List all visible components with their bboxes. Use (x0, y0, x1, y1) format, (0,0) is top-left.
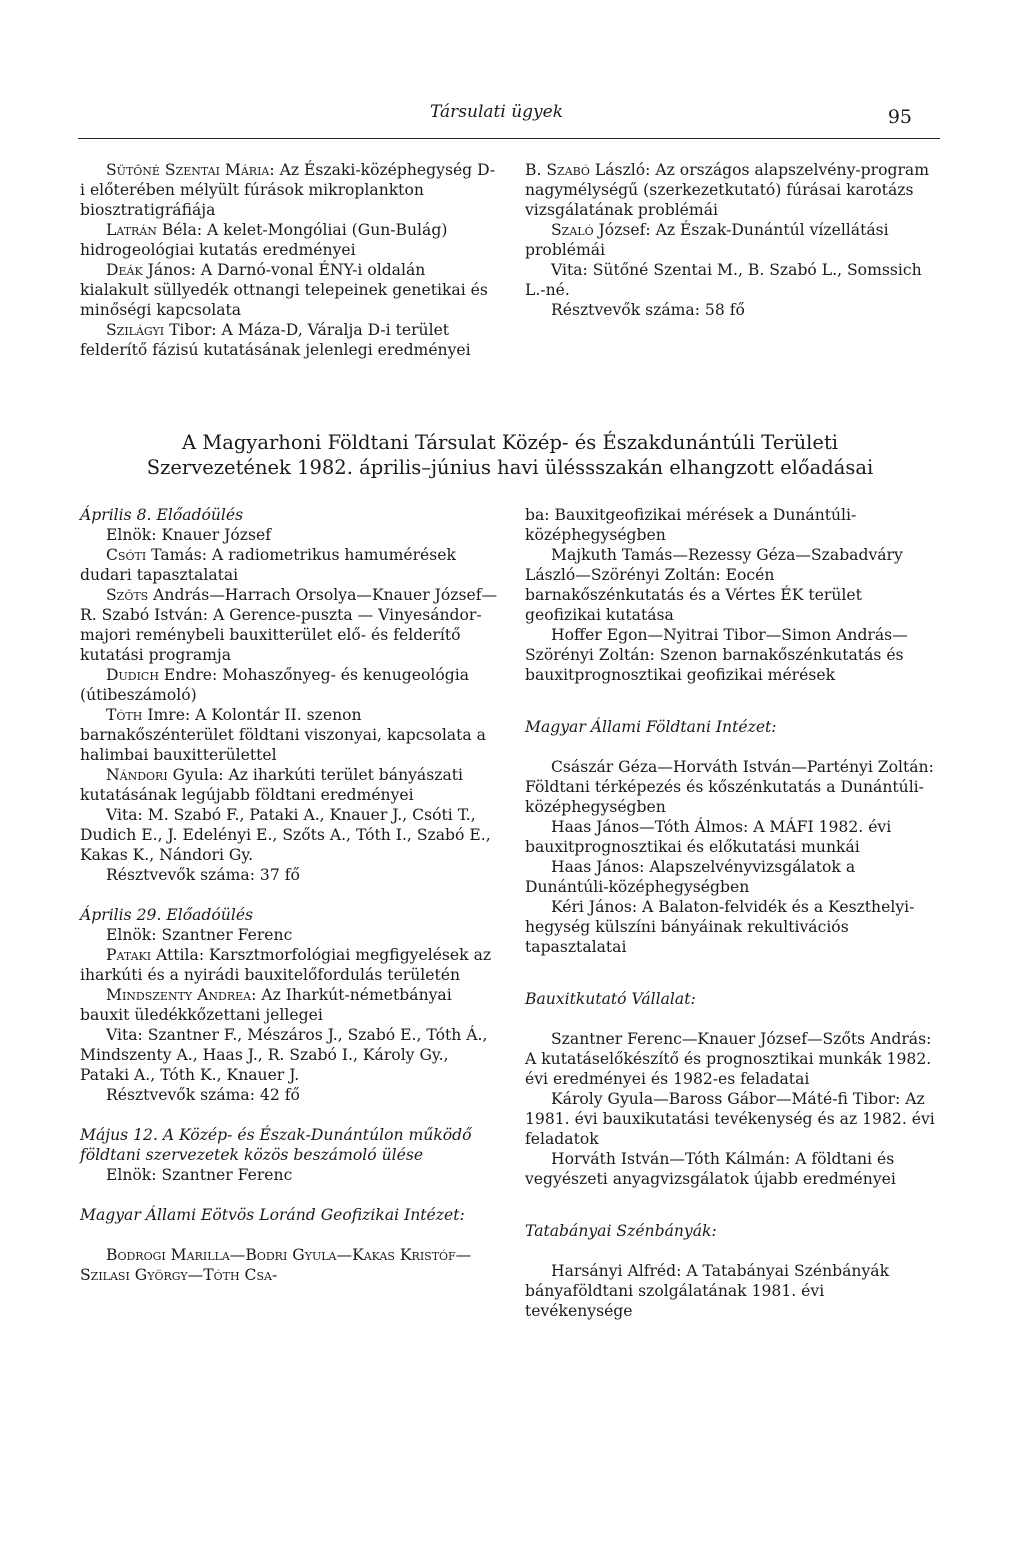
participants-count: Résztvevők száma: 58 fő (551, 301, 745, 319)
spacer (525, 957, 935, 989)
lecture-entry: Hoffer Egon—Nyitrai Tibor—Simon András—Szörényi Zoltán: Szenon barnakőszénkutatás és bauxitprognosztikai geofizikai mérések (525, 626, 908, 684)
lecture-entry: Szaló József: Az Észak-Dunántúl vízellátási problémái (525, 221, 889, 259)
lecture-entry: Bodrogi Marilla—Bodri Gyula—Kakas Kristóf—Szilasi György—Tóth Csa- (80, 1246, 472, 1284)
session-heading: Április 8. Előadóülés (80, 506, 244, 524)
section-title (80, 430, 940, 480)
institution-heading: Magyar Állami Eötvös Loránd Geofizikai Intézet: (80, 1206, 465, 1224)
discussion-note: Vita: Szantner F., Mészáros J., Szabó E., Tóth Á., Mindszenty A., Haas J., R. Szabó I., Károly Gy., Pataki A., Tóth K., Knauer J. (80, 1026, 488, 1084)
spacer (525, 1009, 935, 1029)
lecture-entry: Harsányi Alfréd: A Tatabányai Szénbányák bányaföldtani szolgálatának 1981. évi tevékenysége (525, 1262, 890, 1320)
left-column (80, 505, 498, 1285)
lecture-entry: Sütőné Szentai Mária: Az Északi-középhegység D-i előterében mélyült fúrások mikroplankton biosztratigráfiája (80, 161, 496, 219)
lecture-entry: Szilágyi Tibor: A Máza-D, Váralja D-i terület felderítő fázisú kutatásának jelenlegi eredményei (80, 321, 471, 359)
lecture-entry: Szantner Ferenc—Knauer József—Szőts András: A kutatáselőkészítő és prognosztikai munkák 1982. évi eredményei és 1982-es feladatai (525, 1030, 932, 1088)
lecture-entry: Károly Gyula—Baross Gábor—Máté-fi Tibor: Az 1981. évi bauxikutatási tevékenység és az 1982. évi feladatok (525, 1090, 935, 1148)
session-chair: Elnök: Szantner Ferenc (106, 1166, 293, 1184)
lecture-entry: Latrán Béla: A kelet-Mongóliai (Gun-Bulág) hidrogeológiai kutatás eredményei (80, 221, 448, 259)
spacer (80, 885, 498, 905)
lecture-entry: Tóth Imre: A Kolontár II. szenon barnakőszénterület földtani viszonyai, kapcsolata a halimbai bauxitterülettel (80, 706, 486, 764)
institution-heading: Bauxitkutató Vállalat: (525, 990, 696, 1008)
top-left-column (80, 160, 498, 360)
spacer (525, 1189, 935, 1221)
institution-heading: Tatabányai Szénbányák: (525, 1222, 717, 1240)
lecture-entry: Deák János: A Darnó-vonal ÉNY-i oldalán kialakult süllyedék ottnangi telepeinek genetikai és minőségi kapcsolata (80, 261, 488, 319)
session-chair: Elnök: Knauer József (106, 526, 271, 544)
session-chair: Elnök: Szantner Ferenc (106, 926, 293, 944)
spacer (80, 1225, 498, 1245)
discussion-note: Vita: M. Szabó F., Pataki A., Knauer J., Csóti T., Dudich E., J. Edelényi E., Szőts A., Tóth I., Szabó E., Kakas K., Nándori Gy. (80, 806, 491, 864)
session-heading: Április 29. Előadóülés (80, 906, 254, 924)
institution-heading: Magyar Állami Földtani Intézet: (525, 718, 777, 736)
section-title-line: A Magyarhoni Földtani Társulat Közép- és Északdunántúli Területi (181, 431, 839, 454)
lecture-entry: Haas János: Alapszelvényvizsgálatok a Dunántúli-középhegységben (525, 858, 856, 896)
right-column (525, 505, 935, 1321)
session-heading: Május 12. A Közép- és Észak-Dunántúlon működő földtani szervezetek közös beszámoló ülése (80, 1126, 472, 1164)
spacer (80, 1105, 498, 1125)
lecture-entry: Haas János—Tóth Álmos: A MÁFI 1982. évi bauxitprognosztikai és előkutatási munkái (525, 818, 892, 856)
participants-count: Résztvevők száma: 42 fő (106, 1086, 300, 1104)
lecture-entry: Dudich Endre: Mohaszőnyeg- és kenugeológia (útibeszámoló) (80, 666, 469, 704)
lecture-entry: Pataki Attila: Karsztmorfológiai megfigyelések az iharkúti és a nyirádi bauxitelőfordulás területén (80, 946, 492, 984)
discussion-note: Vita: Sütőné Szentai M., B. Szabó L., Somssich L.-né. (525, 261, 922, 299)
lecture-entry: Majkuth Tamás—Rezessy Géza—Szabadváry László—Szörényi Zoltán: Eocén barnakőszénkutatás és a Vértes ÉK terület geofizikai kutatása (525, 546, 903, 624)
top-right-column (525, 160, 935, 320)
lecture-entry: Csóti Tamás: A radiometrikus hamumérések dudari tapasztalatai (80, 546, 456, 584)
spacer (525, 685, 935, 717)
lecture-entry: Szőts András—Harrach Orsolya—Knauer József—R. Szabó István: A Gerence-puszta — Vinyesándor-majori reménybeli bauxitterület elő- és felderítő kutatási programja (80, 586, 498, 664)
lecture-entry: Császár Géza—Horváth István—Partényi Zoltán: Földtani térképezés és kőszénkutatás a Dunántúli-középhegységben (525, 758, 934, 816)
spacer (525, 737, 935, 757)
lecture-entry: Kéri János: A Balaton-felvidék és a Keszthelyi-hegység külszíni bányáinak rekultivációs tapasztalatai (525, 898, 915, 956)
lecture-entry: Horváth István—Tóth Kálmán: A földtani és vegyészeti anyagvizsgálatok újabb eredményei (525, 1150, 896, 1188)
spacer (525, 1241, 935, 1261)
lecture-entry-continuation: ba: Bauxitgeofizikai mérések a Dunántúli-középhegységben (525, 506, 857, 544)
section-title-line: Szervezetének 1982. április–június havi üléssszakán elhangzott előadásai (146, 456, 874, 479)
lecture-entry: Nándori Gyula: Az iharkúti terület bányászati kutatásának legújabb földtani eredményei (80, 766, 463, 804)
lecture-entry: B. Szabó László: Az országos alapszelvény-program nagymélységű (szerkezetkutató) fúrásai karotázs vizsgálatának problémái (525, 161, 929, 219)
participants-count: Résztvevők száma: 37 fő (106, 866, 300, 884)
lecture-entry: Mindszenty Andrea: Az Iharkút-németbányai bauxit üledékkőzettani jellegei (80, 986, 452, 1024)
page-number: 95 (887, 106, 912, 128)
running-title: Társulati ügyek (430, 102, 563, 122)
spacer (80, 1185, 498, 1205)
header-rule (78, 138, 940, 139)
